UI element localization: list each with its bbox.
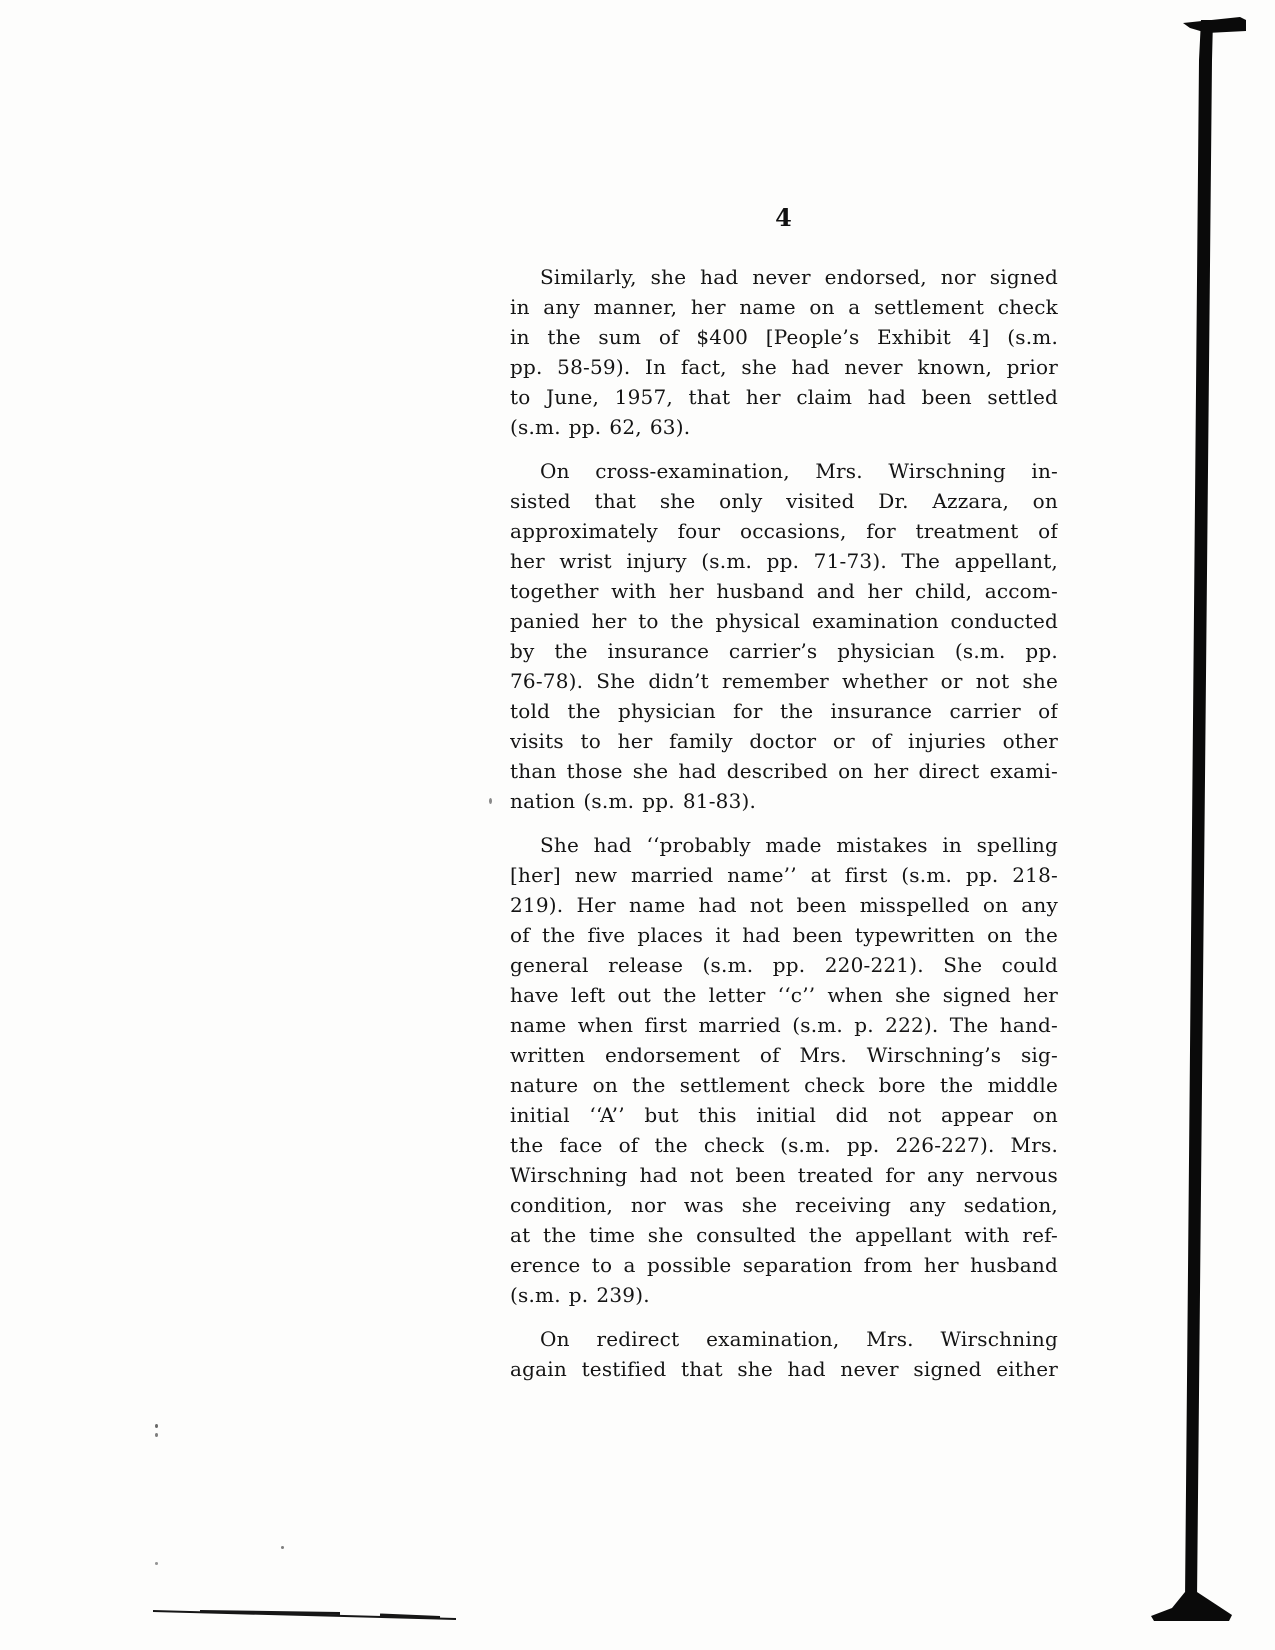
text-line: than those she had described on her direct exami- <box>510 759 1058 783</box>
paragraph <box>510 262 1058 442</box>
text-line: of the five places it had been typewritten on the <box>510 923 1058 947</box>
text-line: She had ‘‘probably made mistakes in spelling <box>540 833 1058 857</box>
paragraph <box>510 1324 1058 1384</box>
text-line: to June, 1957, that her claim had been settled <box>510 385 1058 409</box>
text-line: 76-78). She didn’t remember whether or not she <box>510 669 1058 693</box>
text-line: On redirect examination, Mrs. Wirschning <box>540 1327 1058 1351</box>
ink-speck <box>155 1424 158 1428</box>
text-line: pp. 58-59). In fact, she had never known, prior <box>510 355 1058 379</box>
text-line: have left out the letter ‘‘c’’ when she signed her <box>510 983 1058 1007</box>
binding-bar-bottom-foot <box>1151 1592 1232 1621</box>
text-line: nation (s.m. pp. 81-83). <box>510 789 757 813</box>
text-line: again testified that she had never signed either <box>510 1357 1058 1381</box>
paragraph <box>510 456 1058 816</box>
page-number: 4 <box>775 203 793 232</box>
text-line: (s.m. p. 239). <box>510 1283 650 1307</box>
text-line: told the physician for the insurance carrier of <box>510 699 1058 723</box>
text-line: erence to a possible separation from her husband <box>510 1253 1058 1277</box>
text-line: Similarly, she had never endorsed, nor signed <box>540 265 1058 289</box>
ink-speck <box>155 1433 158 1437</box>
text-line: initial ‘‘A’’ but this initial did not appear on <box>510 1103 1058 1127</box>
text-line: her wrist injury (s.m. pp. 71-73). The appellant, <box>510 549 1058 573</box>
text-line: sisted that she only visited Dr. Azzara, on <box>510 489 1058 513</box>
binding-bar-top-flare <box>1183 17 1246 33</box>
text-line: name when first married (s.m. p. 222). The hand- <box>510 1013 1058 1037</box>
text-line: 219). Her name had not been misspelled on any <box>510 893 1058 917</box>
text-line: (s.m. pp. 62, 63). <box>510 415 691 439</box>
text-line: visits to her family doctor or of injuries other <box>510 729 1058 753</box>
body-text <box>510 262 1058 1398</box>
text-line: in the sum of $400 [People’s Exhibit 4] (s.m. <box>510 325 1058 349</box>
text-line: panied her to the physical examination conducted <box>510 609 1058 633</box>
binding-bar-artifact <box>1185 20 1213 1600</box>
text-line: written endorsement of Mrs. Wirschning’s sig- <box>510 1043 1058 1067</box>
text-line: approximately four occasions, for treatment of <box>510 519 1058 543</box>
text-line: general release (s.m. pp. 220-221). She could <box>510 953 1058 977</box>
text-line: Wirschning had not been treated for any nervous <box>510 1163 1058 1187</box>
ink-speck <box>281 1546 284 1549</box>
text-line: [her] new married name’’ at first (s.m. pp. 218- <box>510 863 1058 887</box>
ink-speck <box>489 798 492 804</box>
bottom-edge-rule-thick-segment-2 <box>380 1615 440 1618</box>
text-line: in any manner, her name on a settlement check <box>510 295 1058 319</box>
text-line: condition, nor was she receiving any sedation, <box>510 1193 1058 1217</box>
text-line: On cross-examination, Mrs. Wirschning in- <box>540 459 1058 483</box>
bottom-edge-rule <box>153 1611 456 1619</box>
text-line: by the insurance carrier’s physician (s.m. pp. <box>510 639 1058 663</box>
ink-speck <box>155 1562 158 1565</box>
text-line: together with her husband and her child, accom- <box>510 579 1058 603</box>
bottom-edge-rule-thick-segment <box>200 1612 340 1614</box>
text-line: nature on the settlement check bore the middle <box>510 1073 1058 1097</box>
text-line: at the time she consulted the appellant with ref- <box>510 1223 1058 1247</box>
paragraph <box>510 830 1058 1310</box>
text-line: the face of the check (s.m. pp. 226-227). Mrs. <box>510 1133 1058 1157</box>
